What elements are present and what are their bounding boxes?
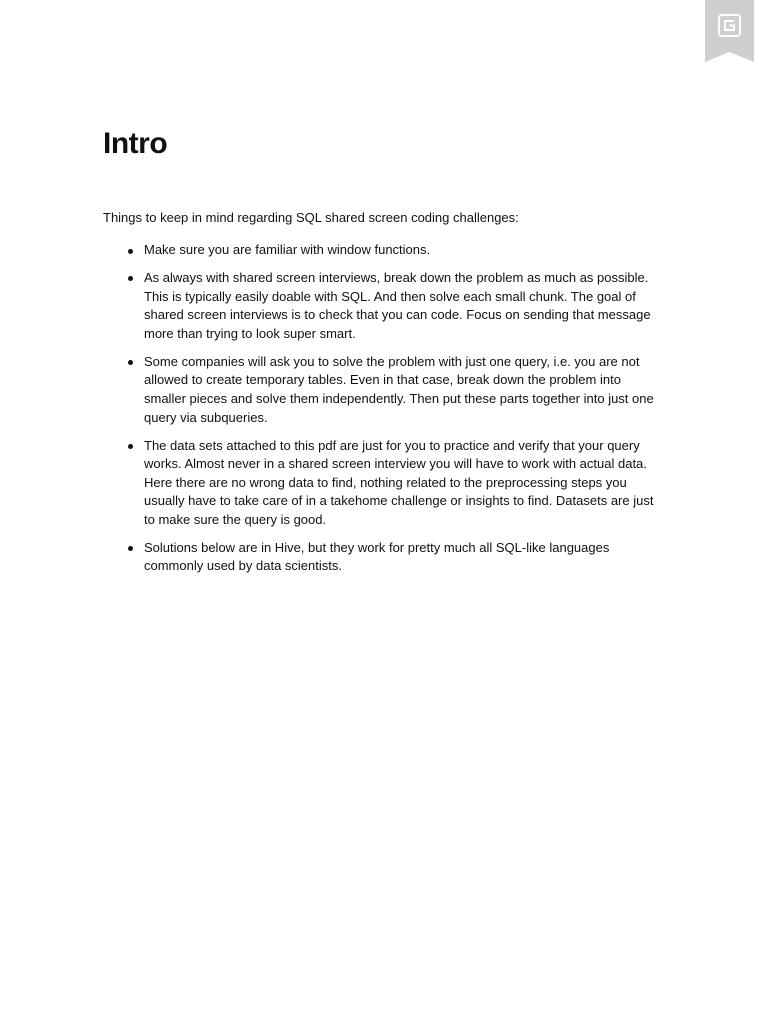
bullet-icon <box>128 249 133 254</box>
bookmark-logo-icon <box>705 0 754 62</box>
bullet-icon <box>128 546 133 551</box>
intro-paragraph: Things to keep in mind regarding SQL shared screen coding challenges: <box>103 210 519 225</box>
list-item <box>126 437 663 530</box>
page-title: Intro <box>103 127 168 160</box>
bookmark-ribbon <box>705 0 754 62</box>
bullet-icon <box>128 276 133 281</box>
bullet-icon <box>128 444 133 449</box>
list-item-text: Make sure you are familiar with window functions. <box>144 242 431 257</box>
list-item-text: Some companies will ask you to solve the problem with just one query, i.e. you are not allowed to create temporary tables. Even in that case, break down the problem into smaller pieces and solve them independently. Then put these parts together into just one query via subqueries. <box>144 353 654 425</box>
bullet-icon <box>128 360 133 365</box>
list-item <box>126 539 663 576</box>
list-item <box>126 241 663 260</box>
list-item-text: Solutions below are in Hive, but they work for pretty much all SQL-like languages commonly used by data scientists. <box>144 539 610 574</box>
list-item-text: The data sets attached to this pdf are just for you to practice and verify that your query works. Almost never in a shared screen interview you will have to work with actual data. Here there are no wrong data to find, nothing related to the preprocessing steps you usually have to take care of in a takehome challenge or insights to find. Datasets are just to make sure the query is good. <box>144 437 654 527</box>
bullet-list <box>126 241 663 585</box>
list-item <box>126 269 663 343</box>
list-item <box>126 353 663 427</box>
list-item-text: As always with shared screen interviews, break down the problem as much as possible. This is typically easily doable with SQL. And then solve each small chunk. The goal of shared screen interviews is to check that you can code. Focus on sending that message more than trying to look super smart. <box>144 269 651 341</box>
